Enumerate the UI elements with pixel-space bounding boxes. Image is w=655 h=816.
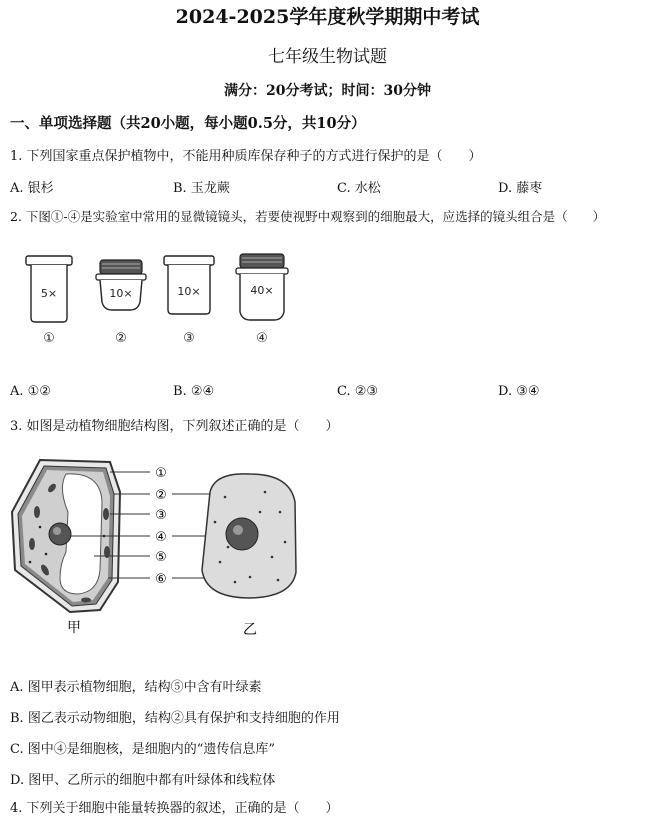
q3-option-b: B. 图乙表示动物细胞，结构②具有保护和支持细胞的作用 xyxy=(10,711,340,726)
lens-1-number: ① xyxy=(43,331,55,346)
lens-3-number: ③ xyxy=(183,331,195,346)
q2-option-a: A. ①② xyxy=(10,384,51,399)
q1-option-d: D. 藤枣 xyxy=(498,181,543,196)
q2-option-b: B. ②④ xyxy=(173,384,215,399)
lens-2 xyxy=(96,260,146,346)
question-1-stem: 1. 下列国家重点保护植物中，不能用种质库保存种子的方式进行保护的是（ ） xyxy=(10,149,482,164)
lens-1 xyxy=(26,256,72,346)
structure-markers xyxy=(155,466,167,587)
q2-option-d: D. ③④ xyxy=(498,384,540,399)
lens-3 xyxy=(164,256,214,346)
exam-title: 2024-2025学年度秋学期期中考试 xyxy=(175,6,480,28)
question-2-stem: 2. 下图①-④是实验室中常用的显微镜镜头，若要使视野中观察到的细胞最大，应选择的镜头组合是（ ） xyxy=(10,209,606,224)
q1-option-c: C. 水松 xyxy=(337,181,381,196)
lens-2-number: ② xyxy=(115,331,127,346)
q1-option-a: A. 银杉 xyxy=(10,181,54,196)
q3-option-c: C. 图中④是细胞核，是细胞内的“遗传信息库” xyxy=(10,742,276,757)
lens-1-label: 5× xyxy=(40,287,58,300)
cell-label-jia: 甲 xyxy=(67,620,81,636)
q1-option-b: B. 玉龙蕨 xyxy=(173,181,230,196)
cell-label-yi: 乙 xyxy=(243,622,257,638)
lens-4 xyxy=(236,254,288,346)
lens-3-label: 10× xyxy=(177,285,201,298)
marker-1: ① xyxy=(155,466,167,481)
marker-2: ② xyxy=(155,488,167,503)
animal-cell xyxy=(202,474,296,598)
cell-structure-figure xyxy=(10,452,310,642)
marker-4: ④ xyxy=(155,530,167,545)
marker-5: ⑤ xyxy=(155,550,167,565)
question-4-stem-partial: 4. 下列关于细胞中能量转换器的叙述，正确的是（ ） xyxy=(10,801,339,816)
q3-option-a: A. 图甲表示植物细胞，结构⑤中含有叶绿素 xyxy=(10,680,262,695)
microscope-lenses-figure xyxy=(20,250,300,350)
question-3-stem: 3. 如图是动植物细胞结构图，下列叙述正确的是（ ） xyxy=(10,419,339,434)
lens-2-label: 10× xyxy=(109,287,133,300)
marker-6: ⑥ xyxy=(155,572,167,587)
lens-4-number: ④ xyxy=(256,331,268,346)
lens-4-label: 40× xyxy=(250,284,274,297)
marker-3: ③ xyxy=(155,508,167,523)
section-heading: 一、单项选择题（共20小题，每小题0.5分，共10分） xyxy=(10,115,366,132)
q3-option-d: D. 图甲、乙所示的细胞中都有叶绿体和线粒体 xyxy=(10,773,276,788)
exam-info: 满分：20分考试；时间：30分钟 xyxy=(224,83,431,99)
exam-subtitle: 七年级生物试题 xyxy=(268,47,387,67)
q2-option-c: C. ②③ xyxy=(337,384,379,399)
